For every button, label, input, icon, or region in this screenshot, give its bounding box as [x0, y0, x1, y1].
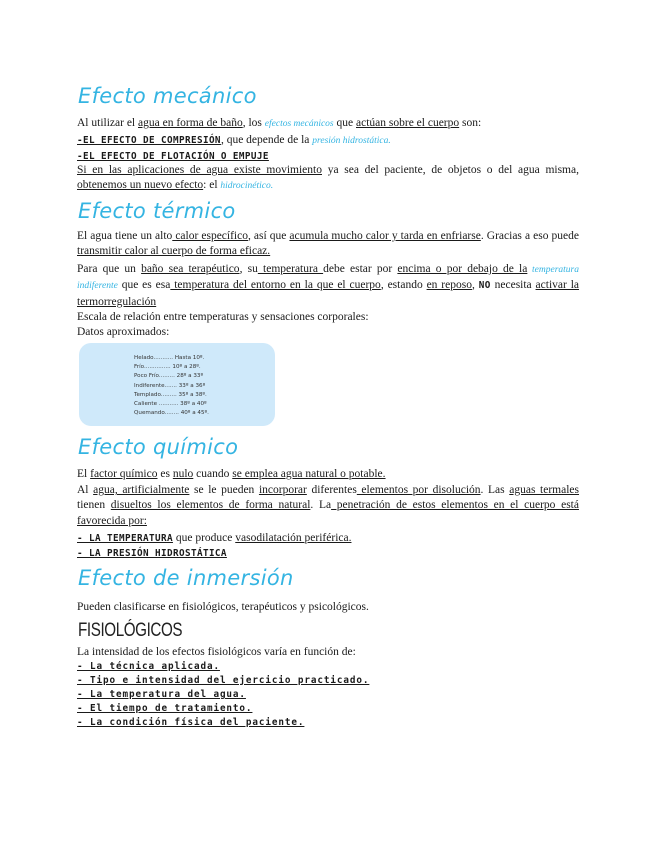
list-item: - El tiempo de tratamiento. — [77, 703, 253, 714]
quimico-paragraph-1: El factor químico es nulo cuando se emplea agua natural o potable. — [77, 468, 386, 480]
heading-efecto-termico: Efecto térmico — [78, 199, 236, 223]
temperature-row: Caliente ........... 38º a 40º — [134, 401, 207, 408]
intensidad-paragraph: La intensidad de los efectos fisiológicos varía en función de: — [77, 646, 356, 658]
temperature-row: Templado......... 35º a 38º. — [134, 391, 207, 398]
mecanico-paragraph-1: Al utilizar el agua en forma de baño, los efectos mecánicos que actúan sobre el cuerpo son: — [77, 117, 482, 129]
list-item: - La técnica aplicada. — [77, 661, 220, 672]
heading-efecto-mecanico: Efecto mecánico — [78, 84, 257, 108]
flotacion-line: -EL EFECTO DE FLOTACIÓN O EMPUJE — [77, 151, 269, 162]
temperature-row: Quemando........ 40º a 45º. — [134, 410, 209, 417]
temperature-row: Helado........... Hasta 10º. — [134, 355, 205, 361]
temperature-row: Indiferente....... 33º a 36º — [134, 382, 206, 389]
heading-efecto-inmersion: Efecto de inmersión — [78, 566, 294, 590]
compresion-line: -EL EFECTO DE COMPRESIÓN, que depende de la presión hidrostática. — [77, 134, 391, 146]
list-item: - Tipo e intensidad del ejercicio practicado. — [77, 675, 370, 686]
temperature-row: Frío............... 10º a 28º. — [134, 364, 201, 371]
quimico-paragraph-2: Al agua, artificialmente se le pueden incorporar diferentes elementos por disolución. Las aguas termales tienen disueltos los elementos de forma natural. La penetración de estos elementos en el cuerpo está favorecida por: — [77, 484, 580, 527]
temperature-list — [134, 354, 209, 418]
temperatura-bullet: - LA TEMPERATURA que produce vasodilatación periférica. — [77, 532, 352, 544]
temperature-row: Poco Frío......... 28º a 33º — [134, 373, 204, 380]
heading-fisiologicos: FISIOLÓGICOS — [78, 620, 183, 641]
heading-efecto-quimico: Efecto químico — [78, 435, 239, 459]
mecanico-paragraph-2: Si en las aplicaciones de agua existe movimiento ya sea del paciente, de objetos o del agua misma, obtenemos un nuevo efecto: el hidrocinético. — [77, 164, 579, 192]
inmersion-paragraph: Pueden clasificarse en fisiológicos, terapéuticos y psicológicos. — [77, 601, 369, 613]
termico-paragraph-1: El agua tiene un alto calor específico, así que acumula mucho calor y tarda en enfriarse. Gracias a eso puede transmitir calor al cuerpo de forma eficaz. — [77, 230, 579, 258]
temperature-table-box — [79, 343, 275, 426]
datos-line: Datos aproximados: — [77, 326, 170, 338]
escala-line: Escala de relación entre temperaturas y sensaciones corporales: — [77, 311, 369, 323]
list-item: - La condición física del paciente. — [77, 717, 305, 728]
termico-paragraph-2: Para que un baño sea terapéutico, su temperatura debe estar por encima o por debajo de la temperatura indiferente que es esa temperatura del entorno en la que el cuerpo, estando en reposo, NO necesita activar la termorregulación — [77, 263, 580, 308]
presion-bullet: - LA PRESIÓN HIDROSTÁTICA — [77, 548, 227, 559]
list-item: - La temperatura del agua. — [77, 689, 246, 700]
